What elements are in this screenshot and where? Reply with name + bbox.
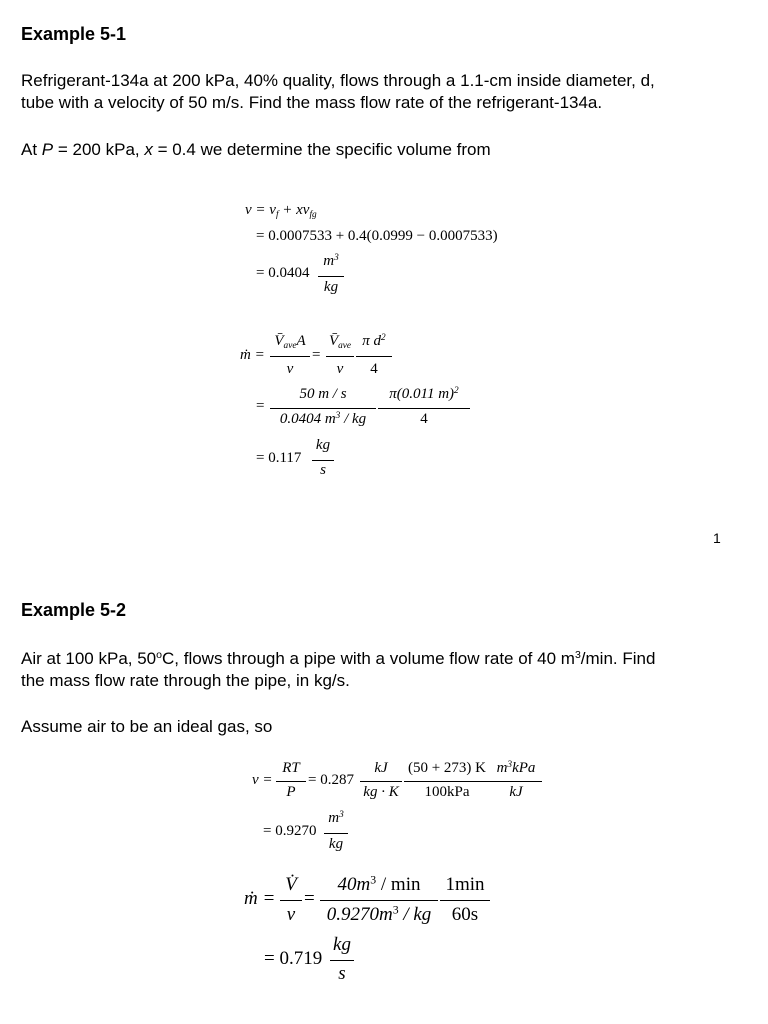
fraction-bar xyxy=(440,900,490,901)
eq-mdot-frac1-den: v xyxy=(286,361,294,377)
eq-mdot-frac1-num: $V̄_{ave}A$ xyxy=(274,333,306,351)
eq-mdot-result-unit-num: kg xyxy=(315,437,331,453)
eq2-v-frac4-den: kJ xyxy=(509,784,523,800)
eq-mdot-frac3-den: 4 xyxy=(370,361,378,377)
eq-mdot-line2-frac1-den: 0.0404 $m^3$ / kg xyxy=(279,410,367,427)
eq2-mdot-frac2-num: $40m^3$ / min xyxy=(337,873,421,895)
fraction-bar xyxy=(276,781,306,782)
eq2-v-lhs: v = xyxy=(252,772,273,788)
fraction-bar xyxy=(270,408,376,409)
fraction-bar xyxy=(326,356,354,357)
eq2-v-frac1-num: RT xyxy=(282,760,300,776)
example-1-intro: At P = 200 kPa, x = 0.4 we determine the specific volume from xyxy=(21,140,491,159)
eq2-v-value: = 0.287 xyxy=(308,772,354,788)
fraction-bar xyxy=(356,356,392,357)
eq2-mdot-equals: = xyxy=(304,888,315,909)
fraction-bar xyxy=(330,960,354,961)
eq-mdot-frac2-den: v xyxy=(336,361,344,377)
eq-mdot-line2-frac2-num: π(0.011 m)$^2$ xyxy=(389,385,459,402)
eq-v-unit-numerator: $m^3$ xyxy=(323,252,339,269)
eq2-mdot-frac3-num: 1min xyxy=(445,874,485,895)
fraction-bar xyxy=(318,276,344,277)
fraction-bar xyxy=(378,408,470,409)
page-number: 1 xyxy=(713,530,721,546)
eq2-v-result-prefix: = 0.9270 xyxy=(263,823,317,839)
eq2-mdot-frac1-num: V̇ xyxy=(285,874,297,895)
eq-specific-volume-line-3-prefix: = 0.0404 xyxy=(256,265,310,281)
eq2-mdot-frac2-den: $0.9270m^3$ / kg xyxy=(326,903,432,925)
example-2-title: Example 5-2 xyxy=(21,600,127,620)
eq2-mdot-result-unit-num: kg xyxy=(333,934,351,955)
eq2-v-frac1-den: P xyxy=(286,784,296,800)
fraction-bar xyxy=(490,781,542,782)
eq2-v-frac3-num: (50 + 273) K xyxy=(407,760,487,776)
eq2-mdot-result-prefix: = 0.719 xyxy=(264,948,323,969)
eq2-v-frac4-num: $m^3kPa$ xyxy=(496,759,536,776)
example-2-assume: Assume air to be an ideal gas, so xyxy=(21,717,273,736)
fraction-bar xyxy=(280,900,302,901)
fraction-bar xyxy=(320,900,438,901)
eq2-v-result-unit-den: kg xyxy=(328,836,344,852)
eq-mdot-line2-frac2-den: 4 xyxy=(420,411,428,427)
fraction-bar xyxy=(270,356,310,357)
eq2-mdot-frac3-den: 60s xyxy=(451,904,479,925)
eq-specific-volume-line-1: $v = v_f + xv_{fg}$ xyxy=(245,202,317,220)
eq-mdot-equals: = xyxy=(312,347,321,363)
eq-specific-volume-line-2: = 0.0007533 + 0.4(0.0999 − 0.0007533) xyxy=(256,228,498,244)
eq-mdot-result-unit-den: s xyxy=(320,462,326,478)
fraction-bar xyxy=(312,460,334,461)
example-2-problem-line-2: the mass flow rate through the pipe, in kg/s. xyxy=(21,671,350,690)
eq-v-unit-denominator: kg xyxy=(323,279,339,295)
eq-mdot-result-prefix: = 0.117 xyxy=(256,450,302,466)
example-1-problem-line-2: tube with a velocity of 50 m/s. Find the mass flow rate of the refrigerant-134a. xyxy=(21,93,603,112)
eq-mdot-lhs: ṁ = xyxy=(240,347,265,363)
eq2-v-frac2-num: kJ xyxy=(374,760,388,776)
eq-mdot-frac3-num: π $d^2$ xyxy=(362,332,386,349)
eq2-mdot-lhs: ṁ = xyxy=(244,888,276,909)
example-2-problem-line-1: Air at 100 kPa, 50$^o$C, flows through a pipe with a volume flow rate of 40 $m^3/\min$. Find xyxy=(21,649,656,668)
eq-mdot-frac2-num: $V̄_{ave}$ xyxy=(328,333,352,351)
eq2-mdot-result-unit-den: s xyxy=(338,963,346,984)
fraction-bar xyxy=(360,781,402,782)
eq2-v-result-unit-num: $m^3$ xyxy=(328,809,344,826)
eq2-mdot-frac1-den: v xyxy=(286,904,296,925)
eq-mdot-line2-frac1-num: 50 m / s xyxy=(299,386,347,402)
eq2-v-frac2-den: kg · K xyxy=(363,784,399,800)
eq-mdot-line2-equals: = xyxy=(256,398,265,414)
fraction-bar xyxy=(324,833,348,834)
fraction-bar xyxy=(404,781,490,782)
example-1-title: Example 5-1 xyxy=(21,24,127,44)
example-1-problem-line-1: Refrigerant-134a at 200 kPa, 40% quality, flows through a 1.1-cm inside diameter, d, xyxy=(21,71,655,90)
eq2-v-frac3-den: 100kPa xyxy=(424,784,470,800)
